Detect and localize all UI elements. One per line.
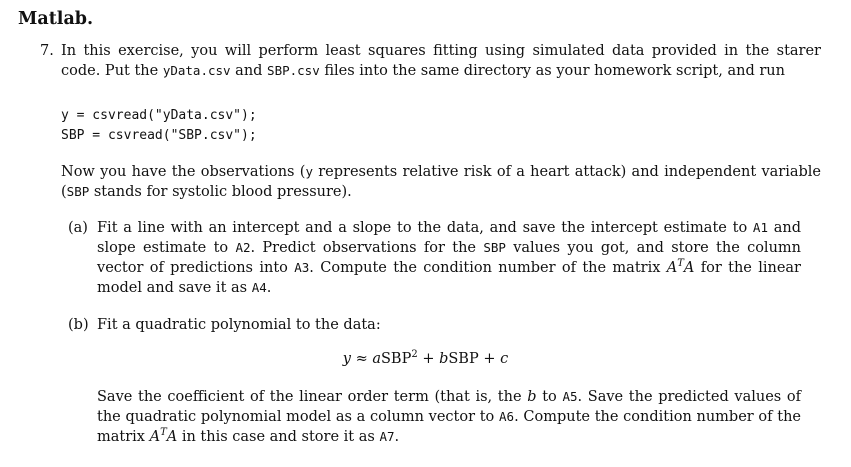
part-a-text-3: . Predict observations for the [250,240,484,256]
var-a5: A5 [562,389,578,404]
var-y: y [305,164,313,179]
part-b-label: (b) [68,317,89,333]
eq-sbp-2: SBP [448,351,479,367]
part-a-label: (a) [68,220,88,236]
obs-text-1: Now you have the observations ( [61,164,306,180]
part-a-text-5: . Compute the condition number of the matrix [309,260,667,276]
filename-ydata: yData.csv [162,63,231,78]
part-a-text-7: . [266,280,272,296]
part-b-text-2: to [536,389,563,405]
matrix-a-transpose-b [150,429,178,445]
var-a6: A6 [499,409,515,424]
var-a2: A2 [235,240,251,255]
section-title: Matlab. [18,9,94,29]
eq-lhs: y ≈ a [342,351,381,367]
eq-mid: + b [417,351,449,367]
matrix-a-2: A [683,260,695,276]
quadratic-equation [0,349,851,369]
part-a-text-6: for the linear model and save it as [97,260,801,296]
part-a-text-4: values you got, and store the column vector of predictions into [97,240,801,276]
matrix-a-b: A [149,429,161,445]
intro-text-2: and [230,63,268,79]
var-a3: A3 [294,260,310,275]
eq-square: 2 [411,349,418,361]
intro-text-3: files into the same directory as your homework script, and run [319,63,785,79]
code-line-1: y = csvread("yData.csv"); [61,108,257,123]
matrix-a: A [666,260,678,276]
obs-text-3: stands for systolic blood pressure). [89,184,352,200]
code-line-2: SBP = csvread("SBP.csv"); [61,128,257,143]
matrix-a-transpose [667,260,695,276]
var-sbp: SBP [66,184,90,199]
part-b-text-1: Save the coefficient of the linear order term (that is, the [97,389,528,405]
part-b-text-3: . Save the predicted values of the quadratic polynomial model as a column vector to [97,389,802,425]
part-a-text-2: and slope estimate to [97,220,801,256]
part-b-text-6: . [394,429,400,445]
part-a-text [97,218,801,298]
eq-rhs: + c [478,351,509,367]
var-a1: A1 [752,220,768,235]
part-a-text-1: Fit a line with an intercept and a slope to the data, and save the intercept estimate to [97,220,753,236]
transpose-sup: T [677,258,684,270]
problem-intro [61,41,821,81]
var-sbp-a: SBP [483,240,506,255]
part-b-text-4: . Compute the condition number of the matrix [97,409,801,445]
var-a7: A7 [379,429,395,444]
eq-sbp-1: SBP [380,351,412,367]
problem-number: 7. [40,43,54,59]
part-b-text-5: in this case and store it as [177,429,380,445]
part-b-intro: Fit a quadratic polynomial to the data: [97,317,381,333]
matrix-a-b-2: A [166,429,178,445]
var-a4: A4 [251,280,267,295]
intro-text-1: In this exercise, you will perform least squares fitting using simulated data provided in the starer code. Put the [61,43,821,79]
filename-sbp: SBP.csv [267,63,320,78]
obs-text-2: represents relative risk of a heart attack) and independent variable ( [61,164,821,200]
code-block [61,106,257,146]
observations-paragraph [61,162,821,202]
coef-b: b [527,389,537,405]
part-b-text [97,387,801,447]
transpose-sup-b: T [160,427,167,439]
